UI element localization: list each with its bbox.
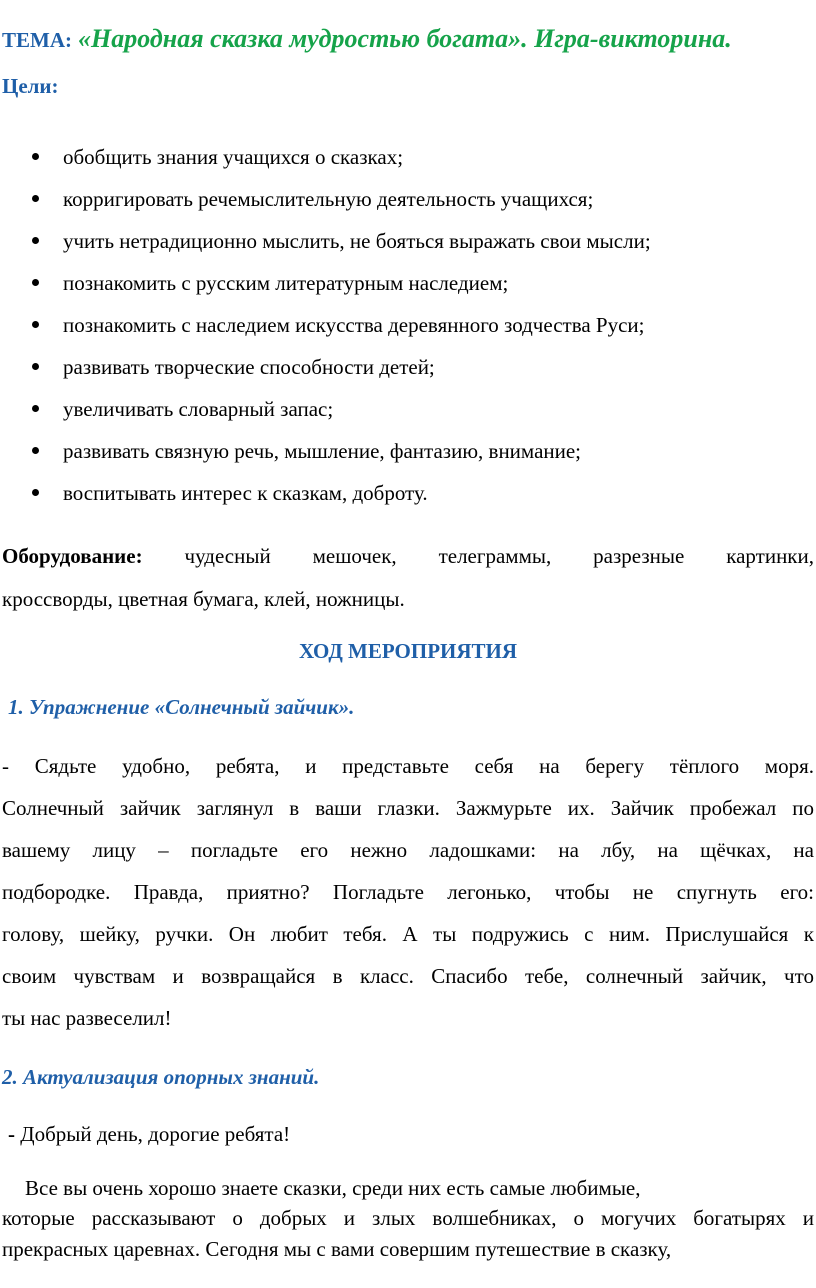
goals-label: Цели:	[2, 74, 59, 98]
paragraph-line: прекрасных царевнах. Сегодня мы с вами совершим путешествие в сказку,	[2, 1237, 672, 1261]
actualization-title: 2. Актуализация опорных знаний.	[2, 1065, 320, 1089]
paragraph-line: Солнечный зайчик заглянул в ваши глазки. Зажмурьте их. Зайчик пробежал по	[2, 796, 814, 820]
paragraph-line: - Сядьте удобно, ребята, и представьте себя на берегу тёплого моря.	[2, 754, 814, 778]
bullet-icon	[32, 153, 39, 160]
bullet-icon	[32, 321, 39, 328]
equipment-line-2: кроссворды, цветная бумага, клей, ножницы.	[2, 587, 405, 611]
greeting-line	[8, 1122, 290, 1147]
paragraph-line: которые рассказывают о добрых и злых волшебниках, о могучих богатырях и	[2, 1206, 814, 1230]
section-title: ХОД МЕРОПРИЯТИЯ	[298, 639, 518, 663]
paragraph-line: своим чувствам и возвращайся в класс. Спасибо тебе, солнечный зайчик, что	[2, 964, 814, 988]
exercise1-title: 1. Упражнение «Солнечный зайчик».	[8, 695, 355, 719]
topic-label: ТЕМА:	[2, 28, 72, 52]
paragraph-line: вашему лицу – погладьте его нежно ладошками: на лбу, на щёчках, на	[2, 838, 814, 862]
paragraph-line: голову, шейку, ручки. Он любит тебя. А ты подружись с ним. Прислушайся к	[2, 922, 814, 946]
greeting-dash: -	[8, 1122, 15, 1146]
paragraph-line: подбородке. Правда, приятно? Погладьте легонько, чтобы не спугнуть его:	[2, 880, 814, 904]
bullet-icon	[32, 237, 39, 244]
bullet-icon	[32, 405, 39, 412]
paragraph-line: Все вы очень хорошо знаете сказки, среди них есть самые любимые,	[25, 1176, 641, 1200]
bullet-icon	[32, 279, 39, 286]
bullet-icon	[32, 447, 39, 454]
paragraph-line: ты нас развеселил!	[2, 1006, 172, 1030]
bullet-icon	[32, 363, 39, 370]
topic-line	[2, 24, 732, 54]
bullet-icon	[32, 489, 39, 496]
bullet-icon	[32, 195, 39, 202]
topic-text: «Народная сказка мудростью богата». Игра-викторина.	[78, 24, 732, 53]
equipment-line-1: Оборудование: чудесный мешочек, телеграммы, разрезные картинки,	[2, 544, 814, 568]
greeting-text: Добрый день, дорогие ребята!	[20, 1122, 291, 1146]
equipment-label: Оборудование:	[2, 544, 143, 568]
document-page: ТЕМА: «Народная сказка мудростью богата». Игра-викторина. Цели: обобщить знания учащихся о сказках; корригировать речемыслительную деятельность учащихся; учить нетрадиционно мыслить, не бояться выражать свои мысли; познакомить с русским литературным наследием; познакомить с наследием искусства деревянного зодчества Руси; развивать творческие способности детей; увеличивать словарный запас; развивать связную речь, мышление, фантазию, внимание; воспитывать интерес к сказкам, доброту. Оборудование: чудесный мешочек, телеграммы, разрезные картинки, кроссворды, цветная бумага, клей, ножницы. ХОД МЕРОПРИЯТИЯ 1. Упражнение «Солнечный зайчик». - Сядьте удобно, ребята, и представьте себя на берегу тёплого моря. Солнечный зайчик заглянул в ваши глазки. Зажмурьте их. Зайчик пробежал по вашему лицу – погладьте его нежно ладошками: на лбу, на щёчках, на подбородке. Правда, приятно? Погладьте легонько, чтобы не спугнуть его: голову, шейку, ручки. Он любит тебя. А ты подружись с ним. Прислушайся к своим чувствам и возвращайся в класс. Спасибо тебе, солнечный зайчик, что ты нас развеселил! 2. Актуализация опорных знаний. - Добрый день, дорогие ребята! Все вы очень хорошо знаете сказки, среди них есть самые любимые, которые рассказывают о добрых и злых волшебниках, о могучих богатырях и прекрасных царевнах. Сегодня мы с вами совершим путешествие в сказку,	[2, 24, 814, 1261]
